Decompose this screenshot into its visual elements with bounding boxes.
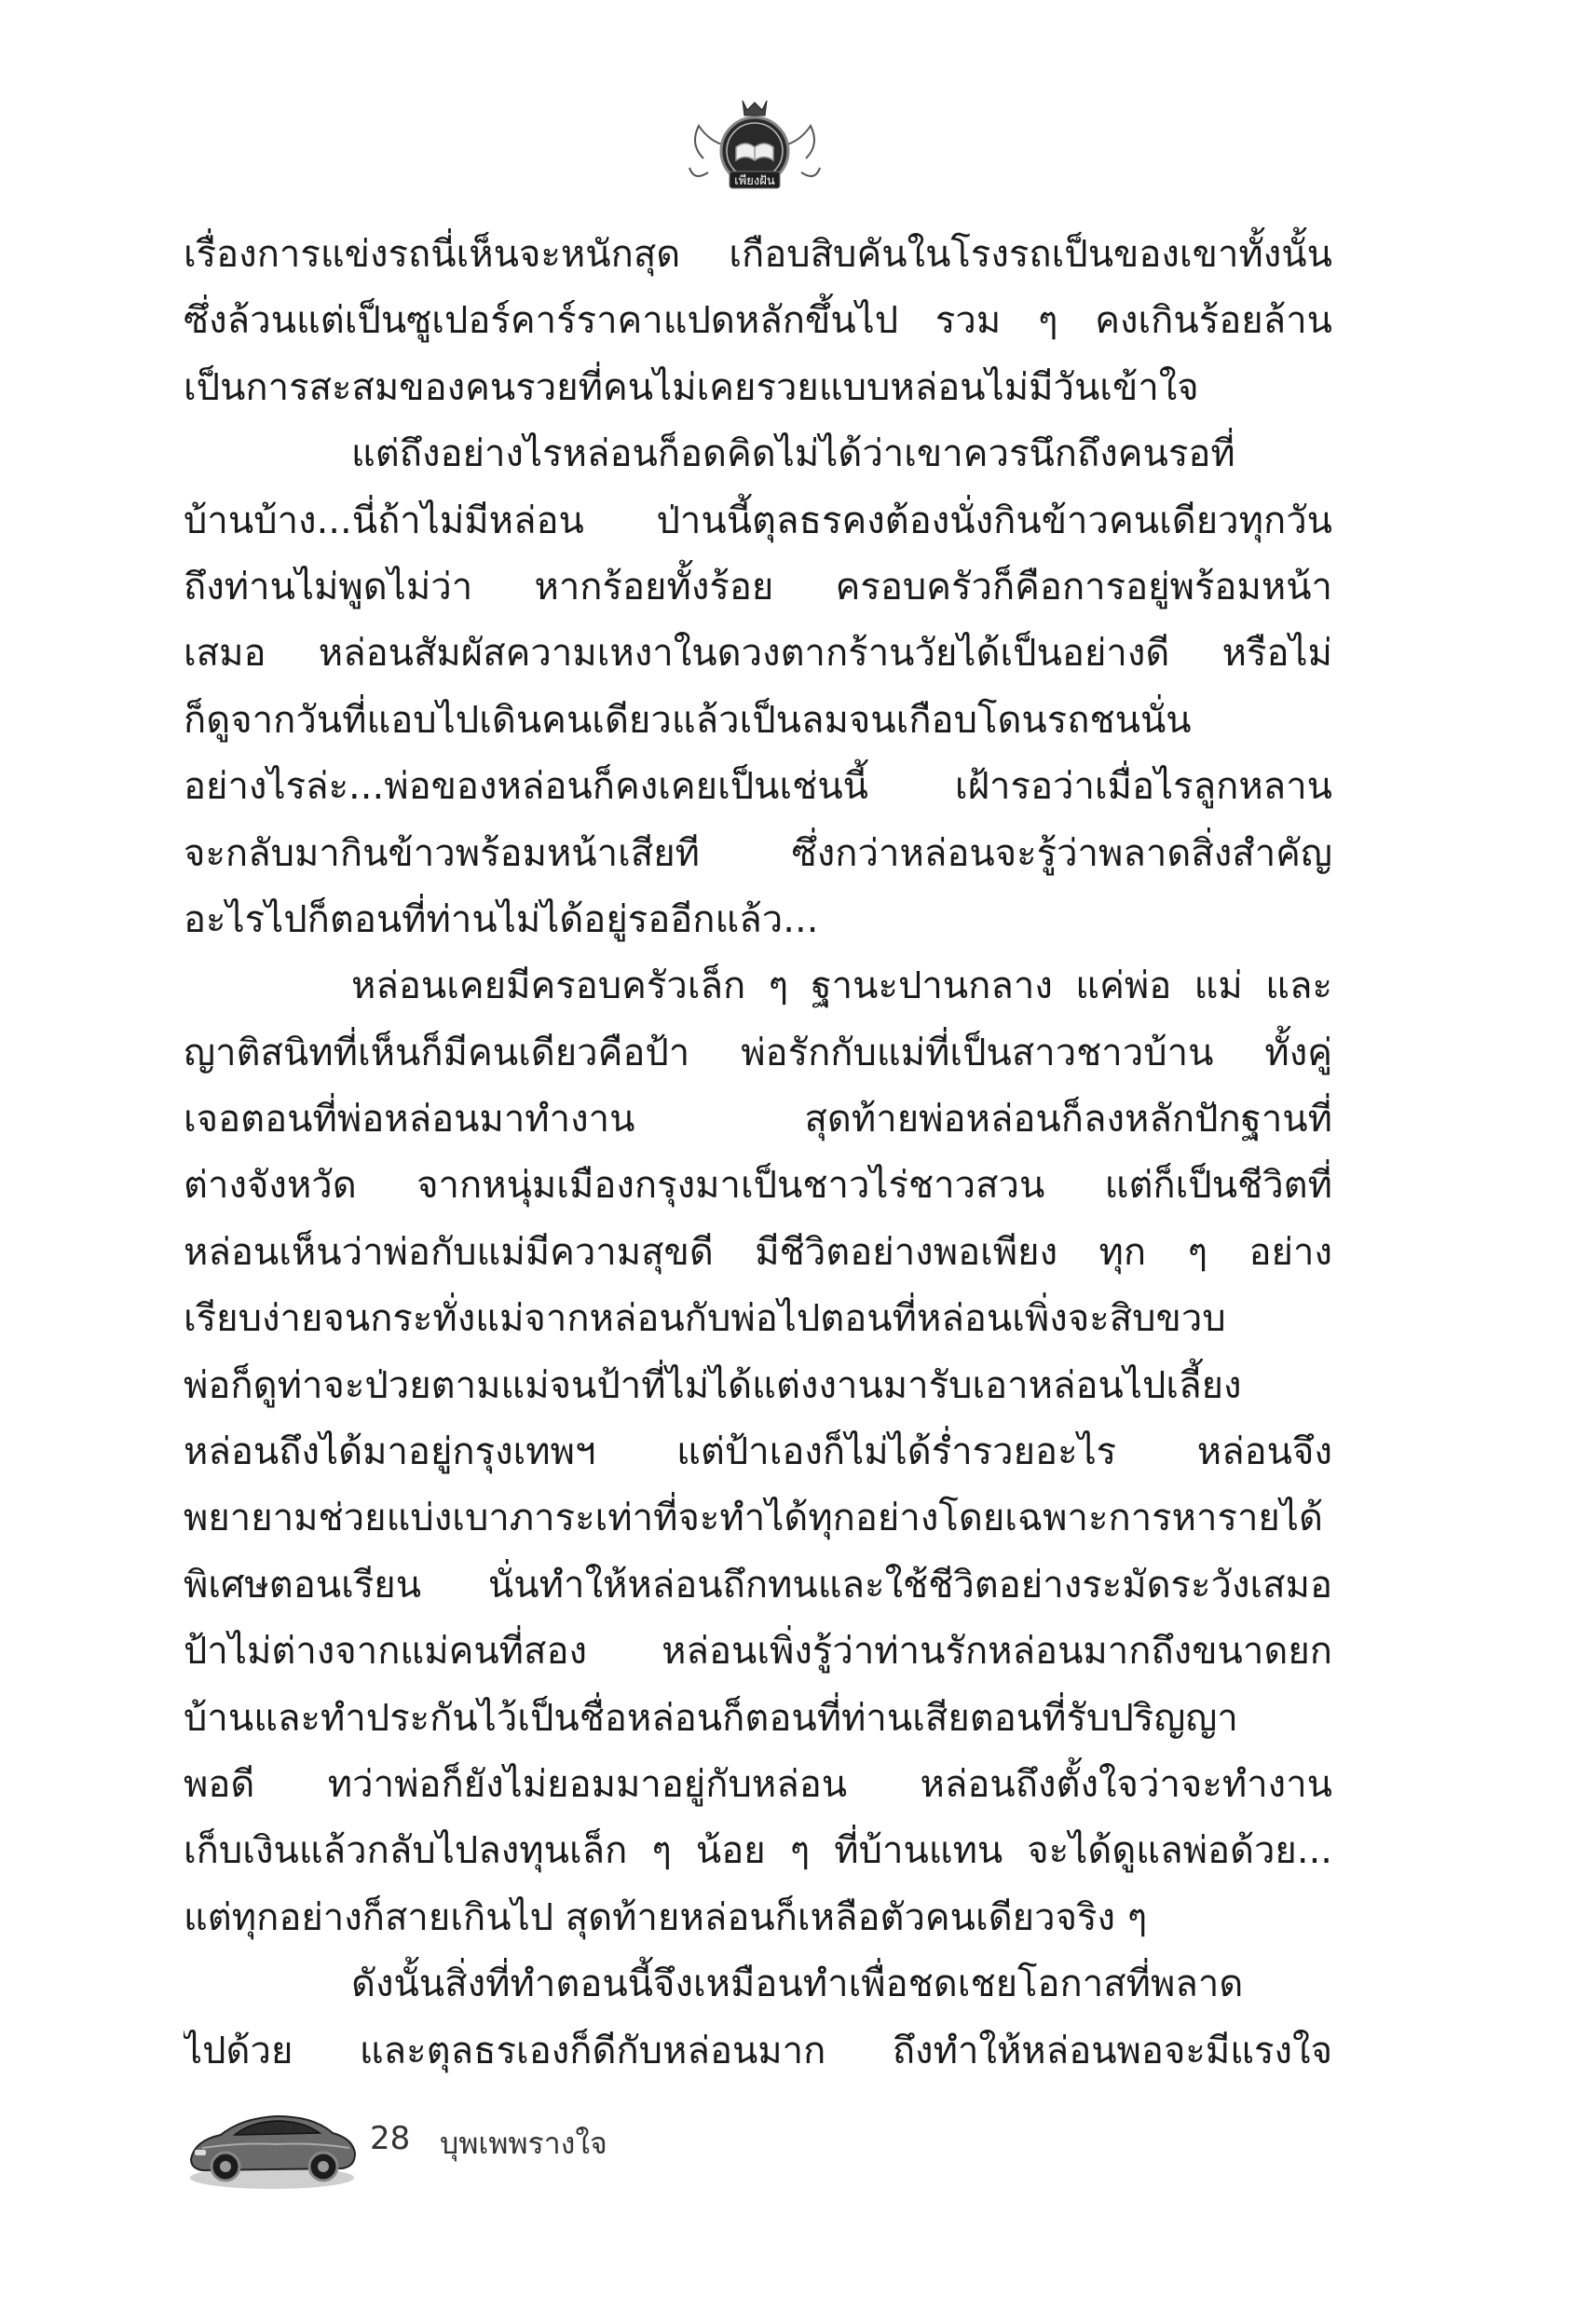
- page-number: 28: [370, 2120, 411, 2157]
- sports-car-icon: [184, 2092, 361, 2195]
- text-line: อะไรไปก็ตอนที่ท่านไม่ได้อยู่รออีกแล้ว...: [184, 897, 819, 941]
- text-line: เสมอ หล่อนสัมผัสความเหงาในดวงตากร้านวัยได้เป็นอย่างดี หรือไม่: [184, 632, 1332, 676]
- text-line: พ่อก็ดูท่าจะป่วยตามแม่จนป้าที่ไม่ได้แต่งงานมารับเอาหล่อนไปเลี้ยง: [184, 1363, 1242, 1407]
- text-line: เรียบง่ายจนกระทั่งแม่จากหล่อนกับพ่อไปตอนที่หล่อนเพิ่งจะสิบขวบ: [184, 1297, 1226, 1341]
- text-line: หล่อนถึงได้มาอยู่กรุงเทพฯ แต่ป้าเองก็ไม่ได้ร่ำรวยอะไร หล่อนจึง: [184, 1430, 1332, 1474]
- body-text: [184, 222, 1332, 2085]
- emblem-text: เพียงฝัน: [734, 174, 775, 188]
- text-line: พยายามช่วยแบ่งเบาภาระเท่าที่จะทำได้ทุกอย่างโดยเฉพาะการหารายได้: [184, 1497, 1323, 1540]
- book-crown-emblem-icon: [685, 93, 825, 196]
- text-line: พิเศษตอนเรียน นั่นทำให้หล่อนถึกทนและใช้ชีวิตอย่างระมัดระวังเสมอ: [184, 1563, 1332, 1607]
- book-title: บุพเพพรางใจ: [440, 2126, 607, 2161]
- text-line: บ้านบ้าง...นี่ถ้าไม่มีหล่อน ป่านนี้ตุลธรคงต้องนั่งกินข้าวคนเดียวทุกวัน: [184, 499, 1332, 542]
- text-line: ป้าไม่ต่างจากแม่คนที่สอง หล่อนเพิ่งรู้ว่าท่านรักหล่อนมากถึงขนาดยก: [184, 1630, 1332, 1674]
- text-line: แต่ทุกอย่างก็สายเกินไป สุดท้ายหล่อนก็เหลือตัวคนเดียวจริง ๆ: [184, 1895, 1148, 1939]
- text-line: ญาติสนิทที่เห็นก็มีคนเดียวคือป้า พ่อรักกับแม่ที่เป็นสาวชาวบ้าน ทั้งคู่: [184, 1031, 1332, 1074]
- text-line: อย่างไรล่ะ...พ่อของหล่อนก็คงเคยเป็นเช่นนี้ เฝ้ารอว่าเมื่อไรลูกหลาน: [184, 765, 1332, 809]
- text-line: ถึงท่านไม่พูดไม่ว่า หากร้อยทั้งร้อย ครอบครัวก็คือการอยู่พร้อมหน้า: [184, 565, 1332, 609]
- text-line: แต่ถึงอย่างไรหล่อนก็อดคิดไม่ได้ว่าเขาควรนึกถึงคนรอที่: [351, 432, 1235, 476]
- text-line: เรื่องการแข่งรถนี่เห็นจะหนักสุด เกือบสิบคันในโรงรถเป็นของเขาทั้งนั้น: [184, 233, 1332, 276]
- text-line: บ้านและทำประกันไว้เป็นชื่อหล่อนก็ตอนที่ท่านเสียตอนที่รับปริญญา: [184, 1696, 1238, 1740]
- text-line: เจอตอนที่พ่อหล่อนมาทำงาน สุดท้ายพ่อหล่อนก็ลงหลักปักฐานที่: [184, 1098, 1332, 1142]
- text-line: หล่อนเคยมีครอบครัวเล็ก ๆ ฐานะปานกลาง แค่พ่อ แม่ และ: [351, 964, 1332, 1008]
- text-line: หล่อนเห็นว่าพ่อกับแม่มีความสุขดี มีชีวิตอย่างพอเพียง ทุก ๆ อย่าง: [184, 1230, 1332, 1274]
- text-line: ไปด้วย และตุลธรเองก็ดีกับหล่อนมาก ถึงทำให้หล่อนพอจะมีแรงใจ: [184, 2029, 1332, 2072]
- text-line: ดังนั้นสิ่งที่ทำตอนนี้จึงเหมือนทำเพื่อชดเชยโอกาสที่พลาด: [351, 1962, 1244, 2006]
- text-line: ต่างจังหวัด จากหนุ่มเมืองกรุงมาเป็นชาวไร่ชาวสวน แต่ก็เป็นชีวิตที่: [184, 1164, 1332, 1208]
- page-footer: [184, 2092, 836, 2195]
- text-line: จะกลับมากินข้าวพร้อมหน้าเสียที ซึ่งกว่าหล่อนจะรู้ว่าพลาดสิ่งสำคัญ: [184, 831, 1332, 875]
- text-line: ซึ่งล้วนแต่เป็นซูเปอร์คาร์ราคาแปดหลักขึ้นไป รวม ๆ คงเกินร้อยล้าน: [184, 299, 1332, 343]
- text-line: ก็ดูจากวันที่แอบไปเดินคนเดียวแล้วเป็นลมจนเกือบโดนรถชนนั่น: [184, 698, 1192, 742]
- text-line: เก็บเงินแล้วกลับไปลงทุนเล็ก ๆ น้อย ๆ ที่บ้านแทน จะได้ดูแลพ่อด้วย...: [184, 1829, 1332, 1873]
- text-line: เป็นการสะสมของคนรวยที่คนไม่เคยรวยแบบหล่อนไม่มีวันเข้าใจ: [184, 365, 1199, 409]
- text-line: พอดี ทว่าพ่อก็ยังไม่ยอมมาอยู่กับหล่อน หล่อนถึงตั้งใจว่าจะทำงาน: [184, 1762, 1332, 1806]
